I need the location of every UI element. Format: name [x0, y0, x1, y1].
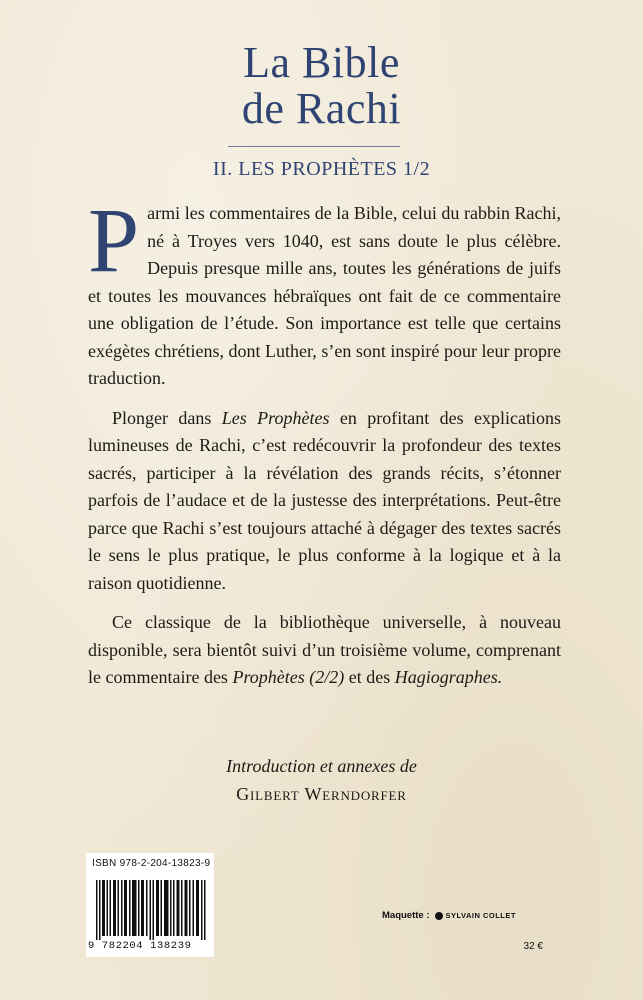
paragraph-2-text-b: en profitant des explications lumineuses de Rachi, c’est redécouvrir la profondeur des textes sacrés, participer à la révélation des grands récits, s’étonner parfois de l’audace et de la justesse des interprétations. Peut-être parce que Rachi s’est toujours attaché à dégager des textes sacrés le sens le plus pratique, le plus conforme à la logique et à la raison quotidienne. — [88, 407, 561, 593]
paragraph-3-text-a: Ce classique de la bibliothèque universelle, à nouveau disponible, sera bientôt suivi d’un troisième volume, comprenant le commentaire des — [88, 612, 561, 687]
book-name-italic: Les Prophètes — [221, 407, 330, 428]
design-label: Maquette : — [382, 910, 430, 921]
hagiographes-italic: Hagiographes. — [394, 667, 503, 687]
barcode-icon — [96, 880, 208, 940]
credit-intro: Introduction et annexes de — [226, 756, 417, 776]
volume-subtitle: II. LES PROPHÈTES 1/2 — [212, 158, 431, 180]
paragraph-1-text: armi les commentaires de la Bible, celui du rabbin Rachi, né à Troyes vers 1040, est sans doute le plus célèbre. Depuis presque mille ans, toutes les générations de juifs et toutes les mouvances hébraïques ont fait de ce commentaire une obligation de l’étude. Son importance est telle que certains exégètes chrétiens, dont Luther, s’en sont inspiré pour leur propre traduction. — [88, 203, 561, 388]
isbn-label: ISBN 978-2-204-13823-9 — [92, 858, 211, 869]
drop-cap: P — [88, 189, 140, 291]
paragraph-3-text-b: et des — [344, 667, 395, 687]
credits — [0, 752, 643, 808]
blurb — [88, 189, 561, 704]
paragraph-2 — [88, 405, 561, 598]
price-label: 32 € — [523, 941, 543, 952]
title-line-1: La Bible — [243, 38, 400, 87]
title-line-2: de Rachi — [241, 84, 402, 133]
design-credit — [382, 910, 516, 921]
prophetes-italic: Prophètes (2/2) — [232, 667, 345, 687]
designer-name: SYLVAIN COLLET — [445, 911, 516, 920]
barcode-digits: 9 782204 138239 — [88, 940, 192, 952]
designer-logo-icon — [435, 912, 443, 920]
paragraph-1 — [88, 189, 561, 393]
book-title — [0, 40, 643, 132]
paragraph-2-text-a: Plonger dans — [112, 407, 222, 428]
credit-author: Gilbert Werndorfer — [236, 784, 407, 804]
paragraph-3 — [88, 609, 561, 692]
title-divider — [228, 146, 400, 147]
